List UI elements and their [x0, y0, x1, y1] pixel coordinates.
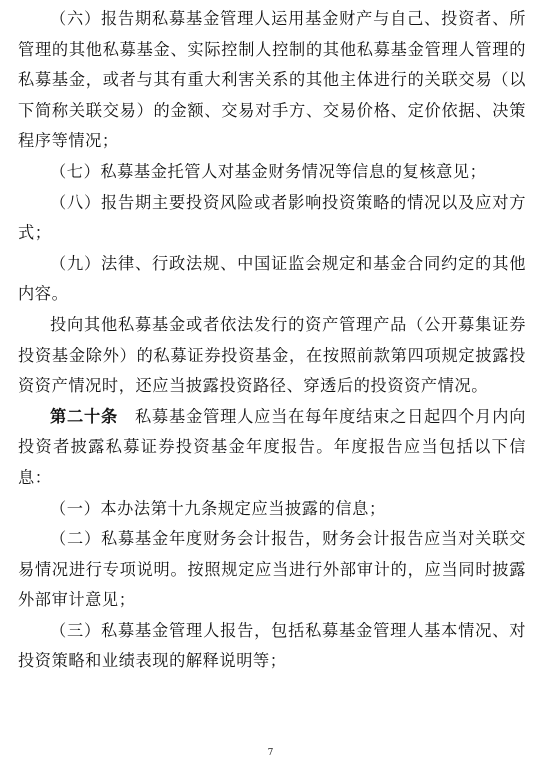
paragraph-item-1 [18, 494, 526, 525]
paragraph-text: （九）法律、行政法规、中国证监会规定和基金合同约定的其他内容。 [18, 253, 526, 304]
article-heading: 第二十条 [50, 406, 119, 426]
paragraph-text: 私募基金管理人应当在每年度结束之日起四个月内向投资者披露私募证券投资基金年度报告。年度报告应当包括以下信息： [18, 406, 526, 487]
article-20-paragraph [18, 402, 526, 494]
paragraph-text: 投向其他私募基金或者依法发行的资产管理产品（公开募集证券投资基金除外）的私募证券投资基金，在按照前款第四项规定披露投资资产情况时，还应当披露投资路径、穿透后的投资资产情况。 [18, 314, 526, 396]
paragraph-text: （二）私募基金年度财务会计报告，财务会计报告应当对关联交易情况进行专项说明。按照规定应当进行外部审计的，应当同时披露外部审计意见； [18, 529, 526, 610]
paragraph-text: （一）本办法第十九条规定应当披露的信息； [50, 498, 386, 518]
paragraph-text: （七）私募基金托管人对基金财务情况等信息的复核意见； [50, 161, 487, 181]
page-number: 7 [267, 748, 274, 758]
document-page [18, 4, 526, 677]
paragraph-item-8 [18, 188, 526, 249]
paragraph-item-3 [18, 616, 526, 677]
paragraph-text: （六）报告期私募基金管理人运用基金财产与自己、投资者、所管理的其他私募基金、实际控制人控制的其他私募基金管理人管理的私募基金，或者与其有重大利害关系的其他主体进行的关联交易（以下简称关联交易）的金额、交易对手方、交易价格、定价依据、决策程序等情况； [18, 9, 526, 151]
paragraph-text: （三）私募基金管理人报告，包括私募基金管理人基本情况、对投资策略和业绩表现的解释说明等； [18, 620, 526, 671]
paragraph-item-9 [18, 249, 526, 310]
paragraph-text: （八）报告期主要投资风险或者影响投资策略的情况以及应对方式； [18, 192, 526, 243]
paragraph-item-2 [18, 524, 526, 616]
paragraph-fund-of-funds [18, 310, 526, 402]
paragraph-item-6 [18, 4, 526, 157]
paragraph-item-7 [18, 157, 526, 188]
